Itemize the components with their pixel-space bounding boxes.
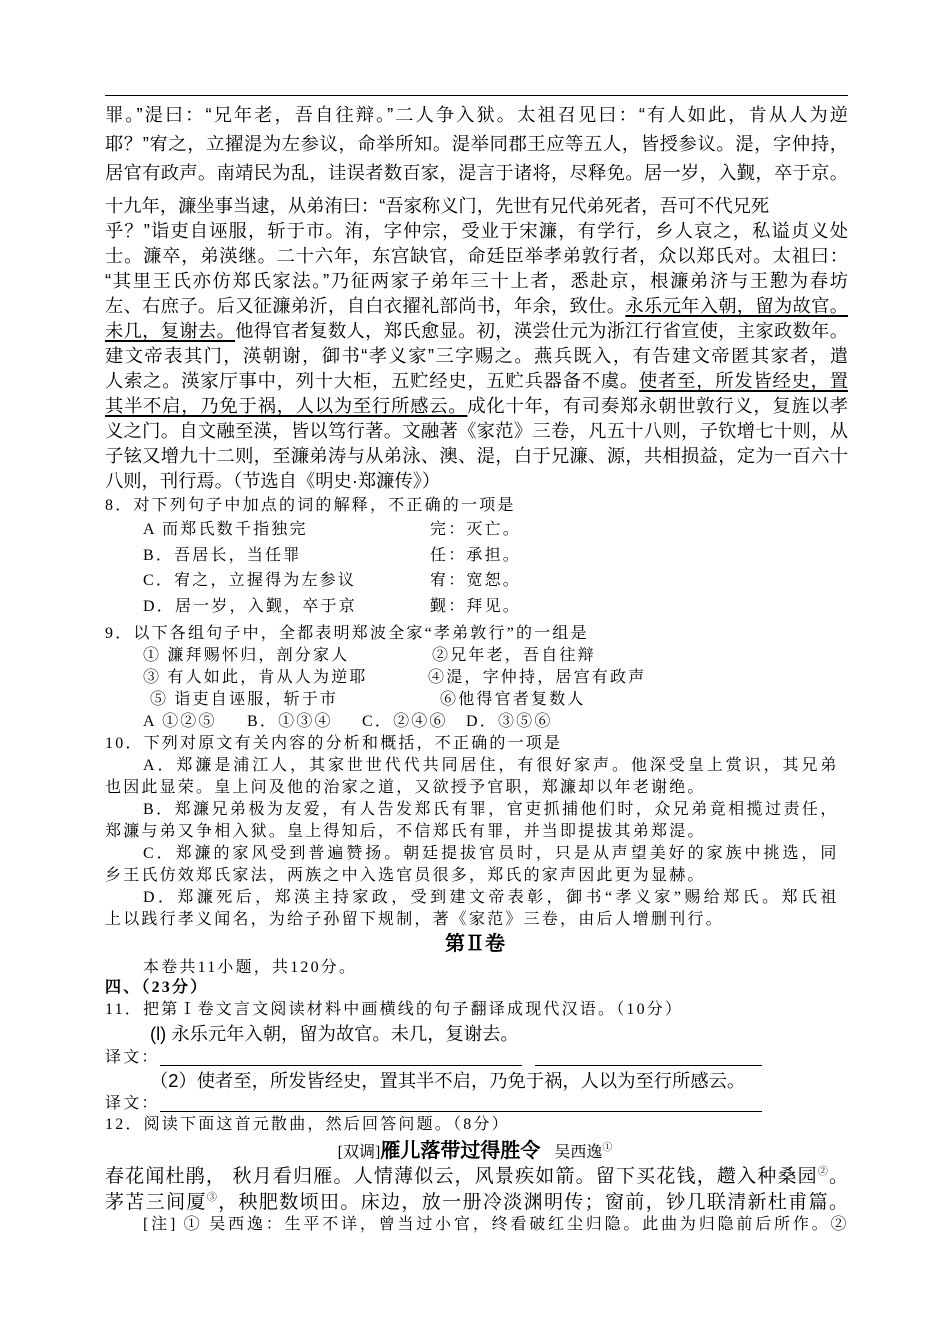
- passage-line: [105, 293, 848, 319]
- q8-option-c: C．宥之，立握得为左参议: [143, 572, 357, 589]
- underlined-sentence: 使者至，所发皆经史，置: [639, 370, 848, 391]
- poem-title: 雁儿落带过得胜令: [380, 1140, 541, 1162]
- q9-stem: 9．以下各组句子中，全都表明郑波全家“孝弟敦行”的一组是: [105, 625, 589, 642]
- poem-tune: [双调]: [337, 1144, 381, 1161]
- passage-text: 成化十年，有司奏郑永朝世敦行义，复旌以孝: [467, 395, 848, 416]
- q9-item-3: ③ 有人如此，肯从人为逆耶: [143, 669, 368, 686]
- q8-option-a: A 而郑氏数千指独完: [143, 521, 308, 538]
- q9-choice-c: C．②④⑥: [362, 713, 448, 730]
- q9-item-6: ⑥他得官者复数人: [440, 691, 586, 708]
- passage-line: [105, 318, 848, 344]
- section-heading: 四、（23分）: [105, 979, 209, 996]
- passage-text: 士。濂卒，弟渶继。二十六年，东宫缺官，命廷臣举孝弟敦行者，众以郑氏对。太祖曰：: [105, 245, 848, 266]
- q11-sentence-1: (l) 永乐元年入朝，留为故官。未几，复谢去。: [150, 1023, 519, 1044]
- q8-stem: 8．对下列句子中加点的词的解释，不正确的一项是: [105, 497, 516, 514]
- passage-line: [105, 193, 848, 219]
- q10-option-c-line2: 乡王氏仿效郑氏家法，两族之中入选官员很多，郑氏的家声因此更为显赫。: [105, 867, 706, 884]
- poem-author: 吴西逸: [554, 1144, 603, 1161]
- q12-stem: 12．阅读下面这首元散曲，然后回答问题。（8分）: [105, 1116, 510, 1133]
- q10-option-b-line2: 郑濂与弟又争相入狱。皇上得知后，不信郑氏有罪，并当即提拔其弟郑湜。: [105, 823, 706, 840]
- poem-text: ，秧肥数顷田。床边，放一册冷淡渊明传；窗前，钞几联清新杜甫篇。: [218, 1192, 848, 1213]
- poem-note: [注] ① 吴西逸：生平不详，曾当过小官，终看破红尘归隐。此曲为归隐前后所作。②: [143, 1216, 848, 1233]
- q10-option-a-line1: A．郑濂是浦江人，其家世世代代共同居住，有很好家声。他深受皇上赏识，其兄弟: [143, 757, 838, 774]
- passage-text: 耶？”宥之，立擢湜为左参议，命举所知。湜举同郡王应等五人，皆授参议。湜，字仲持，: [105, 133, 848, 154]
- passage-text: “其里王氏亦仿郑氏家法。”乃征两家子弟年三十上者，悉赴京，根濂弟济与王懃为春坊: [105, 270, 848, 291]
- passage-line: [105, 368, 848, 394]
- q8-option-d: D．居一岁，入觐，卒于京: [143, 598, 357, 615]
- poem-text: 春花闻杜鹃， 秋月看归雁。人情薄似云，风景疾如箭。留下买花钱，趱入种桑园: [105, 1166, 818, 1187]
- passage-text: 罪。”湜曰：“兄年老，吾自往辩。”二人争入狱。太祖召见曰：“有人如此，肯从人为逆: [105, 104, 848, 125]
- q10-option-d-line2: 上以践行孝义闻名，为给子孙留下规制，著《家范》三卷，由后人增删刊行。: [105, 911, 724, 928]
- passage-line: [105, 343, 848, 369]
- q9-item-4: ④湜，字仲持，居宫有政声: [428, 669, 647, 686]
- answer-label-1: 译文：: [105, 1049, 160, 1066]
- underlined-sentence: 其半不启，乃免于祸，人以为至行所感云。: [105, 395, 468, 416]
- passage-line: [105, 102, 848, 128]
- passage-text: 义之门。自文融至渶，皆以笃行著。文融著《家范》三卷，凡五十八则，子钦增七十则，从: [105, 420, 848, 441]
- answer-label-2: 译文：: [105, 1095, 160, 1112]
- passage-line: [105, 443, 848, 469]
- answer-blank-1b: [535, 1065, 762, 1066]
- poem-text: 茅苫三间厦: [105, 1192, 207, 1213]
- q10-option-b-line1: B．郑濂兄弟极为友爱，有人告发郑氏有罪，官吏抓捕他们时，众兄弟竟相揽过责任，: [143, 801, 838, 818]
- passage-line: [105, 218, 848, 244]
- q11-stem: 11．把第Ⅰ卷文言文阅读材料中画横线的句子翻译成现代汉语。（10分）: [105, 1001, 684, 1018]
- q9-choice-b: B．①③④: [247, 713, 333, 730]
- q8-gloss-b: 任：承担。: [430, 547, 522, 564]
- poem-title-line: [0, 1137, 950, 1165]
- q9-choice-a: A ①②⑤: [143, 713, 217, 730]
- q9-item-2: ②兄年老，吾自往辩: [432, 647, 596, 664]
- footnote-mark: ③: [206, 1192, 219, 1204]
- q10-option-c-line1: C．郑濂的家风受到普遍赞扬。朝廷提拔官员时，只是从声望美好的家族中挑选，同: [143, 845, 838, 862]
- passage-line: [105, 393, 848, 419]
- q9-item-5: ⑤ 诣吏自诬服，斩于市: [150, 691, 339, 708]
- q9-item-1: ① 濂拜赐怀归，剖分家人: [143, 647, 350, 664]
- q8-gloss-d: 觐：拜见。: [430, 598, 522, 615]
- passage-line: [105, 468, 848, 494]
- part2-summary: 本卷共11小题，共120分。: [143, 959, 358, 976]
- footnote-mark: ②: [817, 1166, 829, 1178]
- footnote-mark: ①: [602, 1142, 613, 1154]
- q8-option-b: B．吾居长，当任罪: [143, 547, 302, 564]
- underlined-sentence: 永乐元年入朝，留为故官。: [625, 295, 848, 316]
- underlined-sentence: 未几，复谢去。: [105, 320, 236, 341]
- poem-text: 。: [829, 1166, 848, 1187]
- q8-gloss-a: 完：灭亡。: [430, 521, 522, 538]
- part2-title: 第Ⅱ卷: [445, 933, 505, 955]
- passage-text: 左、右庶子。后又征濂弟沂，自白衣擢礼部尚书，年余，致仕。: [105, 295, 626, 316]
- passage-line: [105, 131, 848, 157]
- poem-line-1: [105, 1164, 848, 1190]
- answer-blank-1a: [160, 1065, 522, 1066]
- q10-option-a-line2: 也因此显荣。皇上问及他的治家之道，又欲授予官职，郑濂却以年老谢绝。: [105, 779, 706, 796]
- passage-text: 子铉又增九十二则，至濂弟涛与从弟泳、澳、湜，白于兄濂、源，共相损益，定为一百六十: [105, 445, 848, 466]
- poem-line-2: [105, 1190, 848, 1216]
- q10-stem: 10．下列对原文有关内容的分析和概括，不正确的一项是: [105, 735, 563, 752]
- passage-line: [105, 243, 848, 269]
- top-rule: [105, 95, 848, 96]
- passage-text: 乎？”诣吏自诬服，斩于市。洧，字仲宗，受业于宋濂，有学行，乡人哀之，私谥贞义处: [105, 220, 848, 241]
- answer-blank-2: [160, 1111, 762, 1112]
- q9-choice-d: D．③⑤⑥: [466, 713, 553, 730]
- passage-text: 居官有政声。南靖民为乱，诖误者数百家，湜言于诸将，尽释免。居一岁，入觐，卒于京。: [105, 162, 848, 183]
- q8-gloss-c: 宥：宽恕。: [430, 572, 522, 589]
- passage-text: 他得官者复数人，郑氏愈显。初，渶尝仕元为浙江行省宣使，主家政数年。: [235, 320, 848, 341]
- passage-text: 十九年，濂坐事当逮，从弟洧曰：“吾家称义门，先世有兄代弟死者，吾可不代兄死: [105, 195, 770, 216]
- passage-line: [105, 418, 848, 444]
- passage-text: 八则，刊行焉。（节选自《明史·郑濂传》）: [105, 470, 441, 491]
- passage-line: [105, 160, 848, 186]
- passage-text: 建文帝表其门，渶朝谢，御书“孝义家”三字赐之。燕兵既入，有告建文帝匿其家者，遣: [105, 345, 848, 366]
- q10-option-d-line1: D．郑濂死后，郑渶主持家政，受到建文帝表彰，御书“孝义家”赐给郑氏。郑氏祖: [143, 889, 838, 906]
- passage-line: [105, 268, 848, 294]
- q11-sentence-2: （2）使者至，所发皆经史，置其半不启，乃免于祸，人以为至行所感云。: [150, 1070, 746, 1091]
- passage-text: 人索之。渶家厅事中，列十大柜，五贮经史，五贮兵器备不虞。: [105, 370, 640, 391]
